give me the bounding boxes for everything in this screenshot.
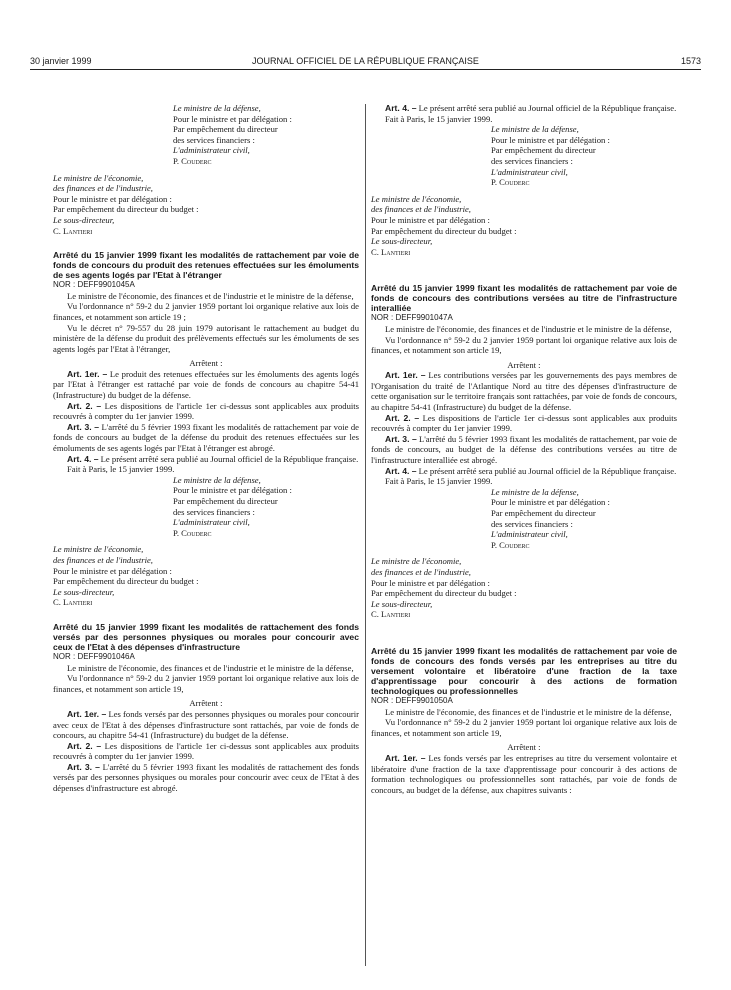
sig-name: C. Lantieri <box>371 609 411 620</box>
visa: Vu l'ordonnance n° 59-2 du 2 janvier 1959 portant loi organique relative aux lois de finances, et notamment son article 19, <box>53 673 359 694</box>
arrete-title: Arrêté du 15 janvier 1999 fixant les modalités de rattachement par voie de fonds de concours des contributions versées au titre de l'infrastructure interalliée <box>371 283 677 314</box>
sig-line: Par empêchement du directeur <box>491 508 596 518</box>
header-rule <box>30 69 701 70</box>
article-4 <box>53 454 359 465</box>
sig-line: Par empêchement du directeur du budget : <box>53 204 199 215</box>
article-1 <box>371 753 677 795</box>
fait-a-paris: Fait à Paris, le 15 janvier 1999. <box>385 476 493 487</box>
nor-reference: NOR : DEFF9901046A <box>53 651 135 661</box>
sig-line: Pour le ministre et par délégation : <box>53 193 172 204</box>
article-2 <box>371 413 677 434</box>
sig-line: des services financiers : <box>173 506 255 517</box>
fait-a-paris: Fait à Paris, le 15 janvier 1999. <box>385 113 493 124</box>
sig-line: Par empêchement du directeur <box>173 124 278 135</box>
sig-line: Le ministre de la défense, <box>173 474 261 485</box>
article-1 <box>53 709 359 741</box>
article-text: L'arrêté du 5 février 1993 fixant les modalités de rattachement des fonds versés par des personnes physiques ou morales pour concourir avec ceux de l'Etat à des dépenses d'infrastructure est abrogé. <box>53 761 359 794</box>
nor-reference: NOR : DEFF9901047A <box>371 313 453 323</box>
article-heading: Art. 3. – <box>67 421 100 432</box>
sig-line: Le ministre de la défense, <box>491 124 579 135</box>
sig-name: P. Couderc <box>173 155 212 166</box>
visa: Vu le décret n° 79-557 du 28 juin 1979 autorisant le rattachement au budget du ministère de la défense du produit des prélèvements effectués sur les émoluments de ses agents logés par l'Etat à l'étranger, <box>53 322 359 354</box>
article-text: Le produit des retenues effectuées sur les émoluments des agents logés par l'Etat à l'étranger est rattaché par voie de fonds de concours au chapitre 54-41 (Infrastructure) du budget de la défense. <box>53 368 360 401</box>
header-journal-title: JOURNAL OFFICIEL DE LA RÉPUBLIQUE FRANÇAISE <box>252 56 479 66</box>
nor-reference: NOR : DEFF9901050A <box>371 695 453 705</box>
sig-name: P. Couderc <box>173 527 212 538</box>
sig-line: Pour le ministre et par délégation : <box>491 497 610 508</box>
preamble: Le ministre de l'économie, des finances et de l'industrie et le ministre de la défense, <box>385 323 672 334</box>
article-text: Les contributions versées par les gouvernements des pays membres de l'Organisation du traité de l'Atlantique Nord au titre des dépenses d'infrastructure de cette organisation sur le territoire français sont rattachées, par voie de fonds de concours, au chapitre 54-41 (Infrastructure) du budget de la défense. <box>371 370 677 413</box>
sig-name: C. Lantieri <box>371 246 411 257</box>
article-4 <box>371 103 677 114</box>
nor-reference: NOR : DEFF9901045A <box>53 280 135 290</box>
visa: Vu l'ordonnance n° 59-2 du 2 janvier 1959 portant loi organique relative aux lois de finances, et notamment son article 19, <box>371 334 677 356</box>
sig-line: Par empêchement du directeur du budget : <box>53 576 199 587</box>
article-heading: Art. 3. – <box>385 433 417 444</box>
sig-line: Par empêchement du directeur <box>491 145 596 156</box>
arrete-title: Arrêté du 15 janvier 1999 fixant les modalités de rattachement par voie de fonds de concours du produit des retenues effectuées sur les émoluments de ses agents logés par l'Etat à l'étranger <box>53 250 359 281</box>
article-text: Les fonds versés par les entreprises au titre du versement volontaire et libératoire d'une fraction de la taxe d'apprentissage pour concourir à des actions de formation technologiques ou professionnelles sont rattachés, par voie de fonds de concours, au budget de la défense, aux chapitres suivants : <box>371 752 677 795</box>
preamble: Le ministre de l'économie, des finances et de l'industrie et le ministre de la défense, <box>67 290 354 301</box>
column-divider <box>365 104 366 966</box>
sig-line: Le ministre de l'économie, <box>53 172 144 183</box>
sig-line: Le ministre de l'économie, <box>53 544 144 555</box>
article-3 <box>53 762 359 794</box>
sig-line: Le ministre de la défense, <box>173 103 261 113</box>
article-heading: Art. 1er. – <box>67 708 107 719</box>
article-text: Le présent arrêté sera publié au Journal officiel de la République française. <box>98 453 359 464</box>
signature-defense-3 <box>371 124 677 188</box>
sig-line: Pour le ministre et par délégation : <box>173 485 292 496</box>
article-text: Le présent arrêté sera publié au Journal officiel de la République française. <box>416 465 677 476</box>
visa: Vu l'ordonnance n° 59-2 du 2 janvier 1959 portant loi organique relative aux lois de finances, et notamment son article 19, <box>371 717 677 738</box>
page-header <box>30 56 701 68</box>
sig-line: Par empêchement du directeur <box>173 496 278 506</box>
article-text: Le présent arrêté sera publié au Journal officiel de la République française. <box>416 103 677 113</box>
article-1 <box>53 369 359 401</box>
sig-line: L'administrateur civil, <box>491 166 568 177</box>
sig-line: L'administrateur civil, <box>491 529 568 540</box>
article-heading: Art. 2. – <box>67 400 102 411</box>
sig-name: C. Lantieri <box>53 597 93 608</box>
signature-defense-4 <box>371 487 677 551</box>
arretent: Arrêtent : <box>507 359 541 370</box>
sig-line: Le sous-directeur, <box>371 598 433 609</box>
sig-line: Le ministre de l'économie, <box>371 193 462 204</box>
sig-line: L'administrateur civil, <box>173 517 250 528</box>
sig-line: Pour le ministre et par délégation : <box>173 113 292 124</box>
left-column <box>53 103 359 794</box>
sig-line: des services financiers : <box>491 518 573 529</box>
article-text: Les dispositions de l'article 1er ci-dessus sont applicables aux produits recouvrés à compter du 1er janvier 1999. <box>371 412 677 434</box>
article-text: Les fonds versés par des personnes physiques ou morales pour concourir avec ceux de l'Etat à des dépenses d'infrastructure sont rattachés, par voie de fonds de concours, au chapitre 54-41 (Infrastructure) du budget de la défense. <box>53 708 360 741</box>
article-2 <box>53 741 359 762</box>
article-text: L'arrêté du 5 février 1993 fixant les modalités de rattachement, par voie de fonds de concours, au budget de la défense des contributions versées au titre de l'infrastructure interalliée est abrogé. <box>371 433 677 466</box>
sig-line: des finances et de l'industrie, <box>371 204 471 215</box>
article-heading: Art. 1er. – <box>67 368 108 379</box>
sig-line: Par empêchement du directeur du budget : <box>371 588 517 599</box>
signature-economie-1 <box>53 173 359 237</box>
sig-line: Le sous-directeur, <box>53 586 115 597</box>
sig-name: P. Couderc <box>491 539 530 550</box>
sig-line: Pour le ministre et par délégation : <box>371 214 490 225</box>
article-heading: Art. 4. – <box>67 453 99 464</box>
sig-line: des finances et de l'industrie, <box>53 183 153 194</box>
article-heading: Art. 1er. – <box>385 752 426 763</box>
sig-name: P. Couderc <box>491 177 530 188</box>
article-heading: Art. 2. – <box>67 740 102 751</box>
signature-economie-4 <box>371 556 677 620</box>
article-heading: Art. 2. – <box>385 412 420 423</box>
sig-line: L'administrateur civil, <box>173 145 250 156</box>
article-heading: Art. 4. – <box>385 465 417 476</box>
signature-economie-2 <box>53 544 359 608</box>
header-page-number: 1573 <box>680 56 701 66</box>
sig-name: C. Lantieri <box>53 225 93 236</box>
fait-a-paris: Fait à Paris, le 15 janvier 1999. <box>67 464 175 475</box>
article-text: Les dispositions de l'article 1er ci-dessus sont applicables aux produits recouvrés à compter du 1er janvier 1999. <box>53 400 359 422</box>
sig-line: des finances et de l'industrie, <box>53 554 153 565</box>
sig-line: Pour le ministre et par délégation : <box>491 134 610 145</box>
sig-line: Par empêchement du directeur du budget : <box>371 225 517 236</box>
article-text: L'arrêté du 5 février 1993 fixant les modalités de rattachement par voie de fonds de concours au budget de la défense du produit des retenues effectuées sur les émoluments de ses agents logés par l'Etat à l'étranger est abrogé. <box>53 421 359 454</box>
signature-economie-3 <box>371 194 677 258</box>
arrete-title: Arrêté du 15 janvier 1999 fixant les modalités de rattachement des fonds versés par des personnes physiques ou morales pour concourir avec ceux de l'Etat à des dépenses d'infrastructure <box>53 621 359 652</box>
signature-defense-2 <box>53 475 359 539</box>
sig-line: des services financiers : <box>173 134 255 145</box>
sig-line: Le sous-directeur, <box>371 236 433 247</box>
preamble: Le ministre de l'économie, des finances et de l'industrie et le ministre de la défense, <box>67 662 354 673</box>
article-1 <box>371 370 677 412</box>
preamble: Le ministre de l'économie, des finances et de l'industrie et le ministre de la défense, <box>385 706 672 717</box>
article-3 <box>371 434 677 466</box>
article-2 <box>53 401 359 422</box>
arretent: Arrêtent : <box>189 358 223 369</box>
arretent: Arrêtent : <box>507 742 541 753</box>
sig-line: Pour le ministre et par délégation : <box>53 565 172 576</box>
signature-defense-1 <box>53 103 359 167</box>
visa: Vu l'ordonnance n° 59-2 du 2 janvier 1959 portant loi organique relative aux lois de finances, et notamment son article 19 ; <box>53 301 359 322</box>
sig-line: Le ministre de l'économie, <box>371 556 462 567</box>
sig-line: Pour le ministre et par délégation : <box>371 577 490 588</box>
sig-line: des services financiers : <box>491 155 573 166</box>
article-text: Les dispositions de l'article 1er ci-dessus sont applicables aux produits recouvrés à compter du 1er janvier 1999. <box>53 740 359 762</box>
sig-line: Le ministre de la défense, <box>491 486 579 497</box>
article-3 <box>53 422 359 454</box>
header-date: 30 janvier 1999 <box>30 56 92 66</box>
right-column <box>371 103 677 795</box>
sig-line: des finances et de l'industrie, <box>371 566 471 577</box>
arrete-title: Arrêté du 15 janvier 1999 fixant les modalités de rattachement par voie de fonds de concours des fonds versés par les entreprises au titre du versement volontaire et libératoire d'une fraction de la taxe d'apprentissage pour concourir à des actions de formation technologiques ou professionnelles <box>371 645 677 696</box>
article-heading: Art. 4. – <box>385 103 417 113</box>
article-heading: Art. 3. – <box>67 761 100 772</box>
article-4 <box>371 466 677 477</box>
arretent: Arrêtent : <box>189 698 223 709</box>
sig-line: Le sous-directeur, <box>53 214 115 225</box>
article-heading: Art. 1er. – <box>385 370 426 381</box>
